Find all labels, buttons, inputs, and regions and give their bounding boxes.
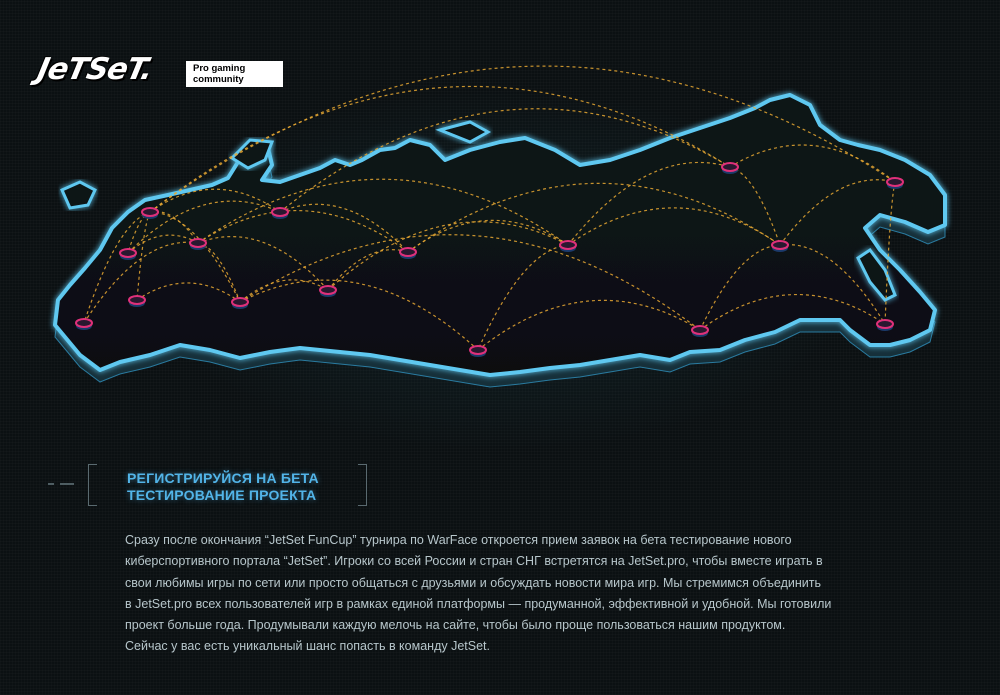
node-ring — [722, 163, 738, 171]
city-node[interactable] — [400, 248, 416, 259]
city-node[interactable] — [76, 319, 92, 330]
map-island-arctic — [440, 122, 488, 142]
heading-dash-left-2 — [60, 483, 74, 485]
heading-line-2: ТЕСТИРОВАНИЕ ПРОЕКТА — [127, 487, 317, 503]
tagline-line-2: community — [193, 74, 244, 85]
node-ring — [76, 319, 92, 327]
node-ring — [142, 208, 158, 216]
node-ring — [560, 241, 576, 249]
announcement-line-6: Сейчас у вас есть уникальный шанс попасть в команду JetSet. — [125, 639, 490, 654]
announcement-line-3: свои любимы игры по сети или просто общаться с друзьями и обсуждать новости мира игр. Мы стремимся объединить — [125, 575, 821, 590]
node-ring — [692, 326, 708, 334]
node-ring — [470, 346, 486, 354]
announcement-line-4: в JetSet.pro всех пользователей игр в рамках единой платформы — продуманной, эффективной и удобной. Мы готовили — [125, 596, 832, 611]
beta-signup-heading — [40, 462, 380, 508]
node-ring — [232, 298, 248, 306]
heading-bracket-left — [88, 464, 97, 506]
node-ring — [320, 286, 336, 294]
heading-bracket-right — [358, 464, 367, 506]
map-landmass — [55, 95, 945, 375]
heading-title — [127, 470, 319, 504]
heading-line-1: РЕГИСТРИРУЙСЯ НА БЕТА — [127, 470, 319, 486]
node-ring — [272, 208, 288, 216]
node-ring — [887, 178, 903, 186]
city-node[interactable] — [120, 249, 136, 260]
city-node[interactable] — [190, 239, 206, 250]
tagline-line-1: Pro gaming — [193, 63, 246, 74]
announcement-line-5: проект больше года. Продумывали каждую мелочь на сайте, чтобы было проще пользоваться нашим продуктом. — [125, 618, 786, 633]
node-ring — [120, 249, 136, 257]
node-ring — [772, 241, 788, 249]
city-node[interactable] — [129, 296, 145, 307]
announcement-line-2: киберспортивного портала “JetSet”. Игроки со всей России и стран СНГ встретятся на JetSet.pro, чтобы вместе играть в — [125, 554, 823, 569]
announcement-text — [125, 530, 865, 658]
node-ring — [190, 239, 206, 247]
city-node[interactable] — [232, 298, 248, 309]
announcement-line-1: Сразу после окончания “JetSet FunCup” турнира по WarFace откроется прием заявок на бета тестирование нового — [125, 533, 792, 547]
city-node[interactable] — [887, 178, 903, 189]
logo-wordmark: JeTSeT. — [34, 52, 156, 87]
node-ring — [877, 320, 893, 328]
city-node[interactable] — [722, 163, 738, 174]
city-node[interactable] — [142, 208, 158, 219]
node-ring — [129, 296, 145, 304]
map-island-kola — [62, 182, 95, 208]
city-node[interactable] — [320, 286, 336, 297]
city-node[interactable] — [272, 208, 288, 219]
heading-dash-left — [48, 483, 54, 485]
city-node[interactable] — [877, 320, 893, 331]
node-ring — [400, 248, 416, 256]
city-node[interactable] — [772, 241, 788, 252]
city-node[interactable] — [692, 326, 708, 337]
city-node[interactable] — [470, 346, 486, 357]
city-node[interactable] — [560, 241, 576, 252]
